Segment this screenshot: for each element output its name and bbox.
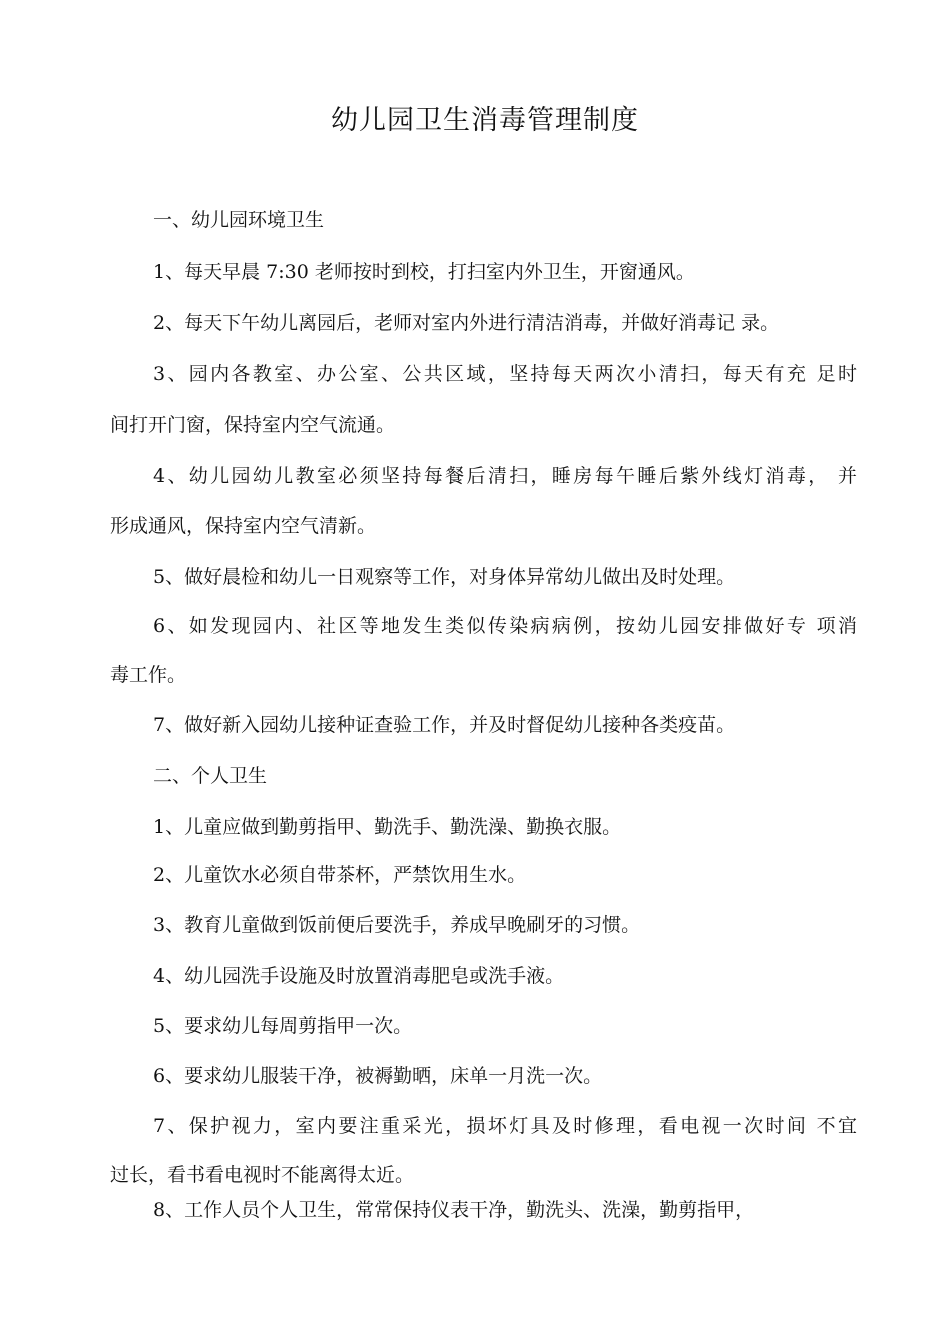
paragraph-personal-7-line-2: 过长，看书看电视时不能离得太近。: [110, 1164, 415, 1186]
section-heading-personal: 二、个人卫生: [153, 765, 268, 787]
paragraph-env-6-line-1: 6、如发现园内、社区等地发生类似传染病病例，按幼儿园安排做好专 项消: [153, 615, 857, 637]
paragraph-personal-3: 3、教育儿童做到饭前便后要洗手，养成早晚刷牙的习惯。: [153, 914, 641, 936]
paragraph-env-3-line-2: 间打开门窗，保持室内空气流通。: [110, 414, 396, 436]
paragraph-env-6-line-2: 毒工作。: [110, 664, 187, 686]
paragraph-env-2: 2、每天下午幼儿离园后，老师对室内外进行清洁消毒，并做好消毒记 录。: [153, 312, 780, 334]
paragraph-env-4-line-1: 4、幼儿园幼儿教室必须坚持每餐后清扫，睡房每午睡后紫外线灯消毒， 并: [153, 465, 857, 487]
document-title: 幼儿园卫生消毒管理制度: [331, 105, 639, 136]
paragraph-env-1: 1、每天早晨 7:30 老师按时到校，打扫室内外卫生，开窗通风。: [153, 261, 695, 283]
paragraph-personal-6: 6、要求幼儿服装干净，被褥勤晒，床单一月洗一次。: [153, 1065, 603, 1087]
paragraph-env-4-line-2: 形成通风，保持室内空气清新。: [110, 515, 377, 537]
paragraph-personal-4: 4、幼儿园洗手设施及时放置消毒肥皂或洗手液。: [153, 965, 565, 987]
paragraph-personal-5: 5、要求幼儿每周剪指甲一次。: [153, 1015, 413, 1037]
paragraph-env-3-line-1: 3、园内各教室、办公室、公共区域，坚持每天两次小清扫，每天有充 足时: [153, 363, 857, 385]
paragraph-personal-1: 1、儿童应做到勤剪指甲、勤洗手、勤洗澡、勤换衣服。: [153, 816, 622, 838]
paragraph-env-5: 5、做好晨检和幼儿一日观察等工作，对身体异常幼儿做出及时处理。: [153, 566, 736, 588]
paragraph-personal-2: 2、儿童饮水必须自带茶杯，严禁饮用生水。: [153, 864, 527, 886]
paragraph-personal-7-line-1: 7、保护视力，室内要注重采光，损坏灯具及时修理，看电视一次时间 不宜: [153, 1115, 857, 1137]
section-heading-environment: 一、幼儿园环境卫生: [153, 209, 325, 231]
paragraph-personal-8: 8、工作人员个人卫生，常常保持仪表干净，勤洗头、洗澡，勤剪指甲，: [153, 1199, 755, 1221]
paragraph-env-7: 7、做好新入园幼儿接种证查验工作，并及时督促幼儿接种各类疫苗。: [153, 714, 736, 736]
